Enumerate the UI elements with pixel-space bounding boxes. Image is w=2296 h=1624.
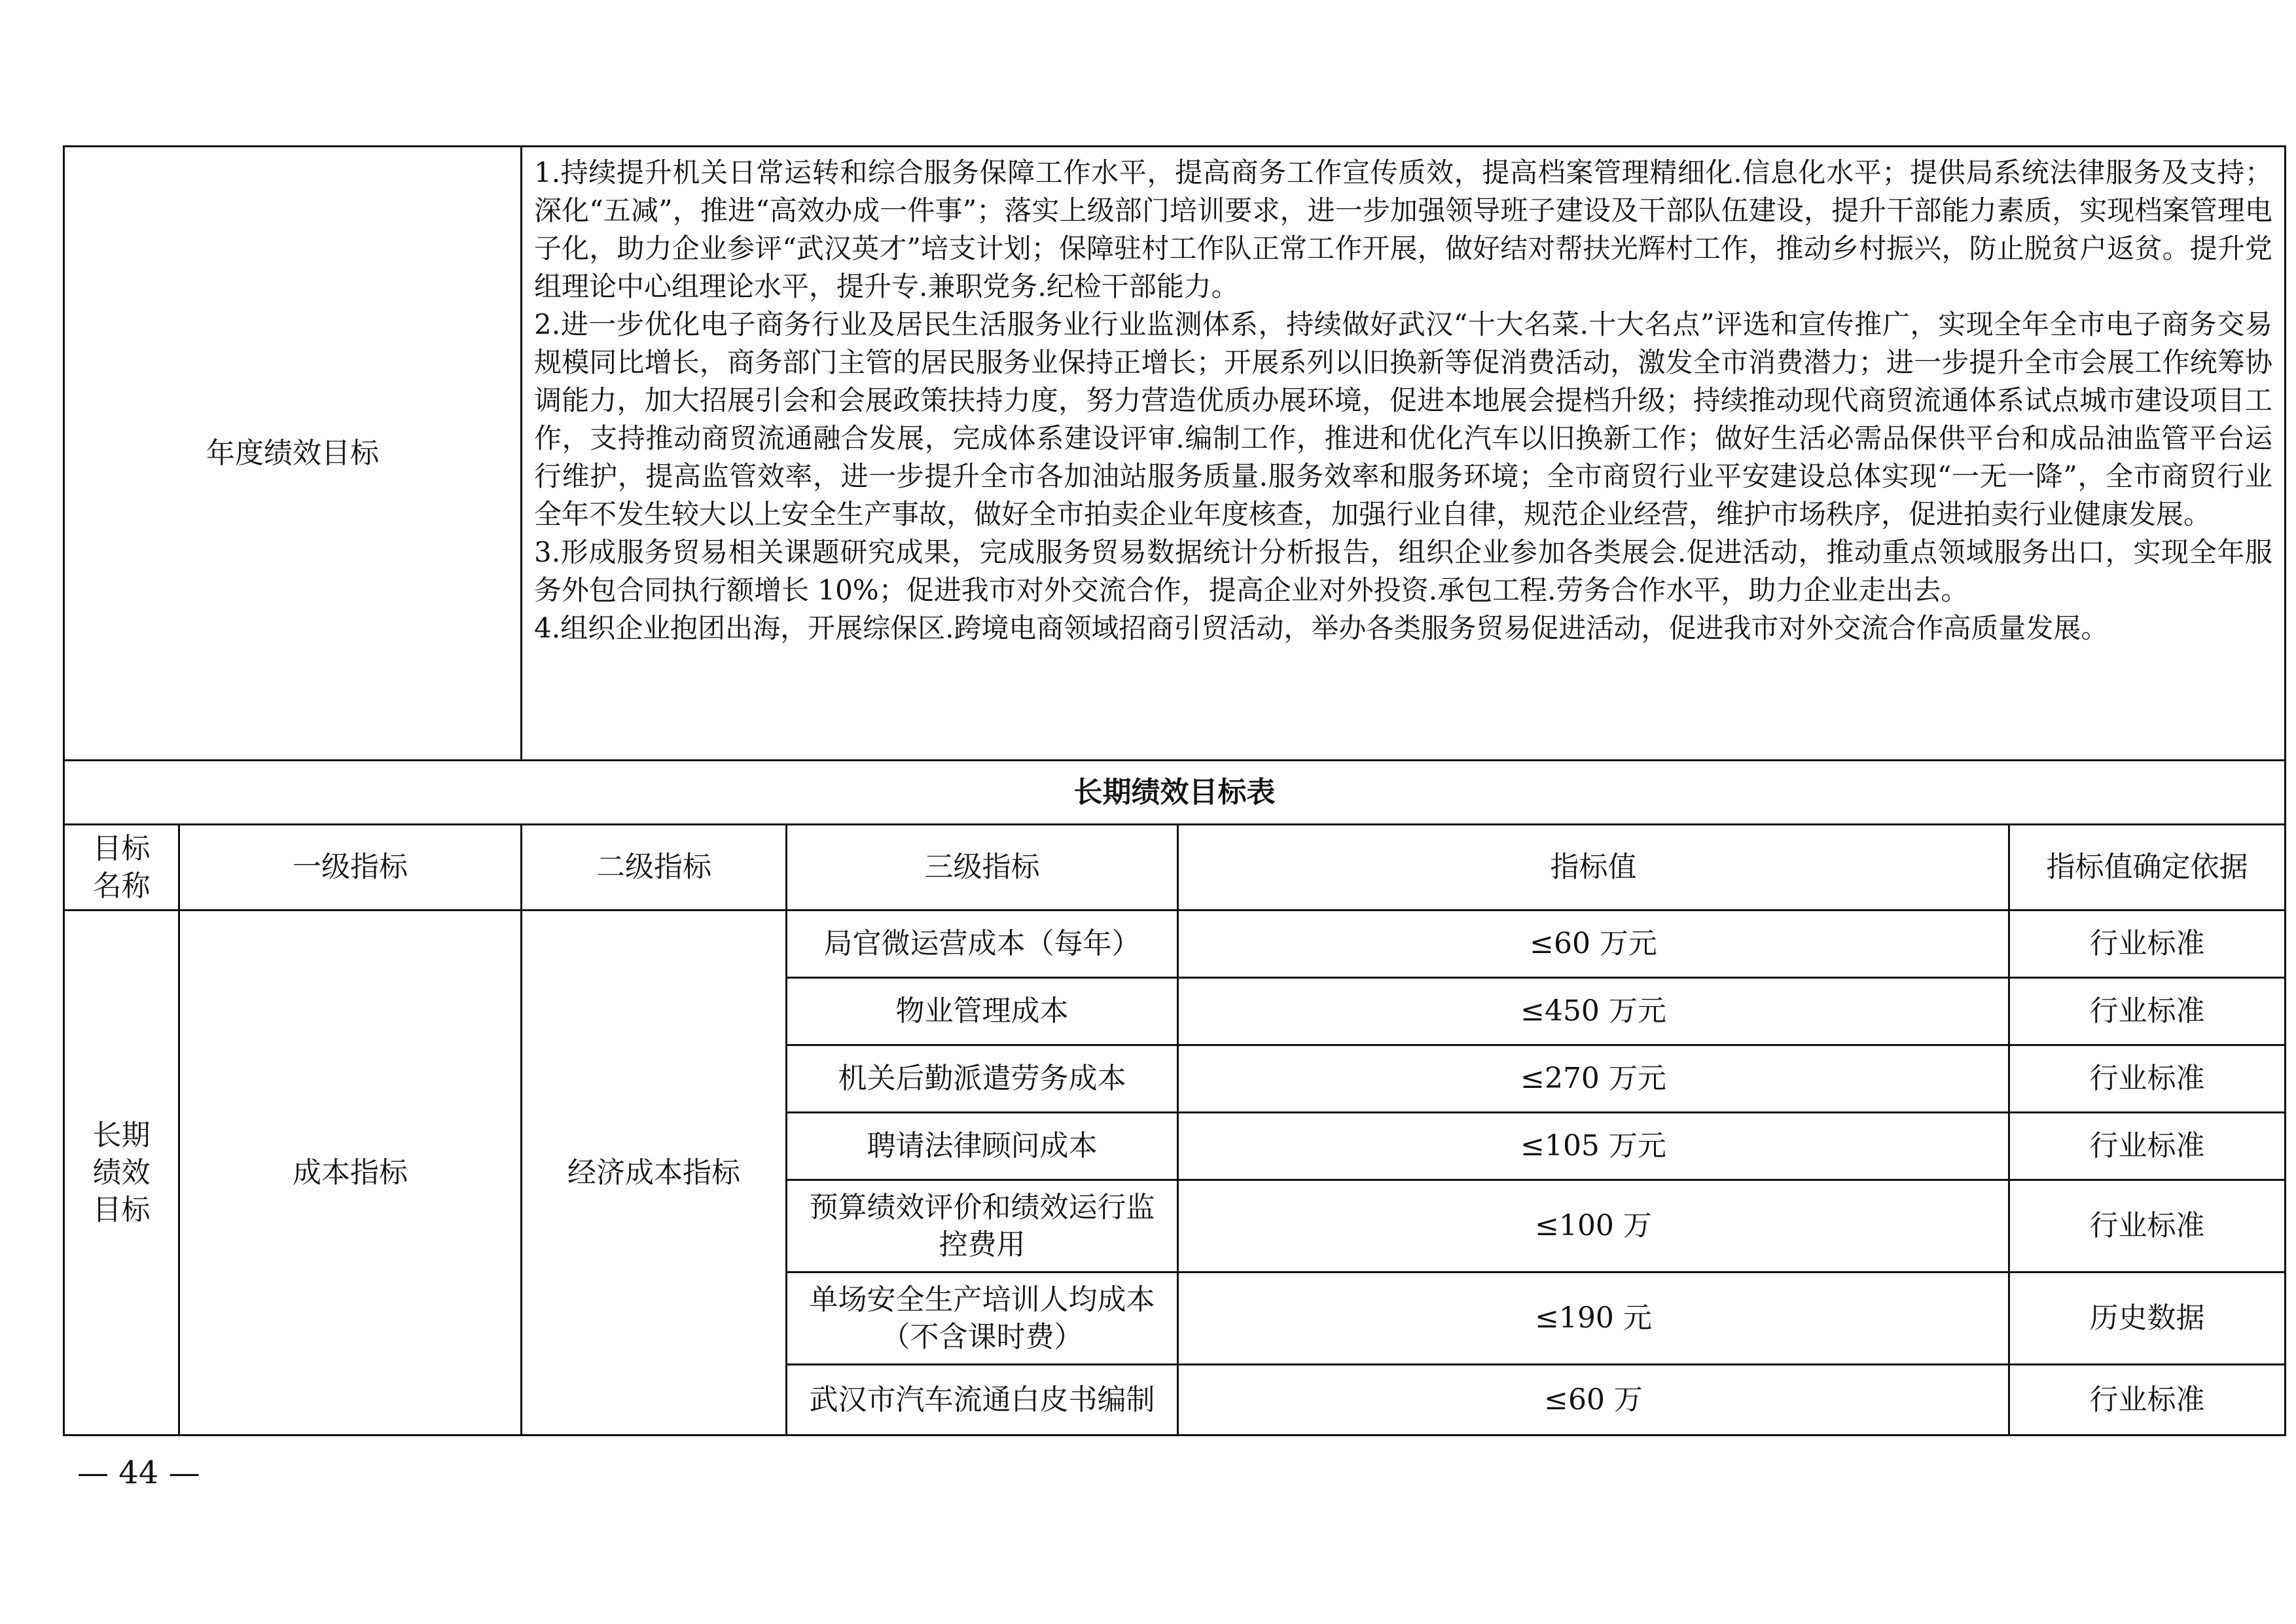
basis-cell: 行业标准 bbox=[2009, 1180, 2286, 1272]
basis-cell: 行业标准 bbox=[2009, 911, 2286, 978]
table-row bbox=[64, 911, 2286, 978]
goal-name-cell bbox=[64, 911, 179, 1435]
page-number: — 44 — bbox=[77, 1454, 200, 1491]
level2-cell: 经济成本指标 bbox=[522, 911, 787, 1435]
value-cell: ≤450 万元 bbox=[1178, 978, 2009, 1045]
value-cell: ≤60 万元 bbox=[1178, 911, 2009, 978]
annual-goal-paragraph-1: 1.持续提升机关日常运转和综合服务保障工作水平，提高商务工作宣传质效，提高档案管理精细化.信息化水平；提供局系统法律服务及支持；深化“五减”，推进“高效办成一件事”；落实上级部门培训要求，进一步加强领导班子建设及干部队伍建设，提升干部能力素质，实现档案管理电子化，助力企业参评“武汉英才”培支计划；保障驻村工作队正常工作开展，做好结对帮扶光辉村工作，推动乡村振兴，防止脱贫户返贫。提升党组理论中心组理论水平，提升专.兼职党务.纪检干部能力。 bbox=[534, 156, 2273, 302]
header-value: 指标值 bbox=[1178, 825, 2009, 911]
indicator-cell bbox=[787, 1365, 1178, 1435]
header-row bbox=[64, 825, 2286, 911]
value-cell: ≤270 万元 bbox=[1178, 1045, 2009, 1113]
annual-goal-paragraph-3: 3.形成服务贸易相关课题研究成果，完成服务贸易数据统计分析报告，组织企业参加各类展会.促进活动，推动重点领域服务出口，实现全年服务外包合同执行额增长 10%；促进我市对外交流合作，提高企业对外投资.承包工程.劳务合作水平，助力企业走出去。 bbox=[534, 536, 2273, 606]
indicator-line: 物业管理成本 bbox=[895, 994, 1069, 1028]
annual-goal-row bbox=[64, 147, 2286, 761]
header-level1: 一级指标 bbox=[179, 825, 522, 911]
indicator-cell bbox=[787, 1272, 1178, 1365]
annual-goal-text bbox=[522, 147, 2286, 761]
basis-cell: 历史数据 bbox=[2009, 1272, 2286, 1365]
basis-cell: 行业标准 bbox=[2009, 1365, 2286, 1435]
annual-goal-label: 年度绩效目标 bbox=[64, 147, 522, 761]
goal-name-line-2: 绩效 bbox=[92, 1155, 151, 1189]
header-basis: 指标值确定依据 bbox=[2009, 825, 2286, 911]
basis-cell: 行业标准 bbox=[2009, 1113, 2286, 1180]
header-level2: 二级指标 bbox=[522, 825, 787, 911]
value-cell: ≤105 万元 bbox=[1178, 1113, 2009, 1180]
header-goal-name bbox=[64, 825, 179, 911]
annual-goal-paragraph-2: 2.进一步优化电子商务行业及居民生活服务业行业监测体系，持续做好武汉“十大名菜.十大名点”评选和宣传推广，实现全年全市电子商务交易规模同比增长，商务部门主管的居民服务业保持正增长；开展系列以旧换新等促消费活动，激发全市消费潜力；进一步提升全市会展工作统筹协调能力，加大招展引会和会展政策扶持力度，努力营造优质办展环境，促进本地展会提档升级；持续推动现代商贸流通体系试点城市建设项目工作，支持推动商贸流通融合发展，完成体系建设评审.编制工作，推进和优化汽车以旧换新工作；做好生活必需品保供平台和成品油监管平台运行维护，提高监管效率，进一步提升全市各加油站服务质量.服务效率和服务环境；全市商贸行业平安建设总体实现“一无一降”，全市商贸行业全年不发生较大以上安全生产事故，做好全市拍卖企业年度核查，加强行业自律，规范企业经营，维护市场秩序，促进拍卖行业健康发展。 bbox=[534, 308, 2273, 530]
long-term-table-title: 长期绩效目标表 bbox=[64, 761, 2286, 825]
basis-cell: 行业标准 bbox=[2009, 1045, 2286, 1113]
header-level3: 三级指标 bbox=[787, 825, 1178, 911]
indicator-cell bbox=[787, 1180, 1178, 1272]
annual-goal-paragraph-4: 4.组织企业抱团出海，开展综保区.跨境电商领域招商引贸活动，举办各类服务贸易促进活动，促进我市对外交流合作高质量发展。 bbox=[534, 612, 2109, 644]
value-cell: ≤190 元 bbox=[1178, 1272, 2009, 1365]
goal-name-line-3: 目标 bbox=[92, 1193, 151, 1227]
indicator-line: 局官微运营成本（每年） bbox=[823, 927, 1141, 961]
indicator-line: 控费用 bbox=[939, 1228, 1026, 1261]
indicator-cell bbox=[787, 911, 1178, 978]
indicator-line: （不含课时费） bbox=[881, 1320, 1083, 1354]
header-goal-name-line-2: 名称 bbox=[92, 869, 151, 903]
indicator-line: 单场安全生产培训人均成本 bbox=[809, 1282, 1155, 1316]
value-cell: ≤100 万 bbox=[1178, 1180, 2009, 1272]
indicator-line: 预算绩效评价和绩效运行监 bbox=[809, 1190, 1155, 1224]
basis-cell: 行业标准 bbox=[2009, 978, 2286, 1045]
indicator-line: 聘请法律顾问成本 bbox=[867, 1129, 1098, 1163]
performance-goal-table bbox=[63, 145, 2286, 1436]
header-goal-name-line-1: 目标 bbox=[92, 831, 151, 865]
indicator-line: 武汉市汽车流通白皮书编制 bbox=[809, 1382, 1155, 1416]
indicator-line: 机关后勤派遣劳务成本 bbox=[838, 1062, 1126, 1096]
level1-cell: 成本指标 bbox=[179, 911, 522, 1435]
indicator-cell bbox=[787, 1045, 1178, 1113]
goal-name-line-1: 长期 bbox=[92, 1118, 151, 1152]
indicator-cell bbox=[787, 1113, 1178, 1180]
long-term-title-row bbox=[64, 761, 2286, 825]
value-cell: ≤60 万 bbox=[1178, 1365, 2009, 1435]
indicator-cell bbox=[787, 978, 1178, 1045]
